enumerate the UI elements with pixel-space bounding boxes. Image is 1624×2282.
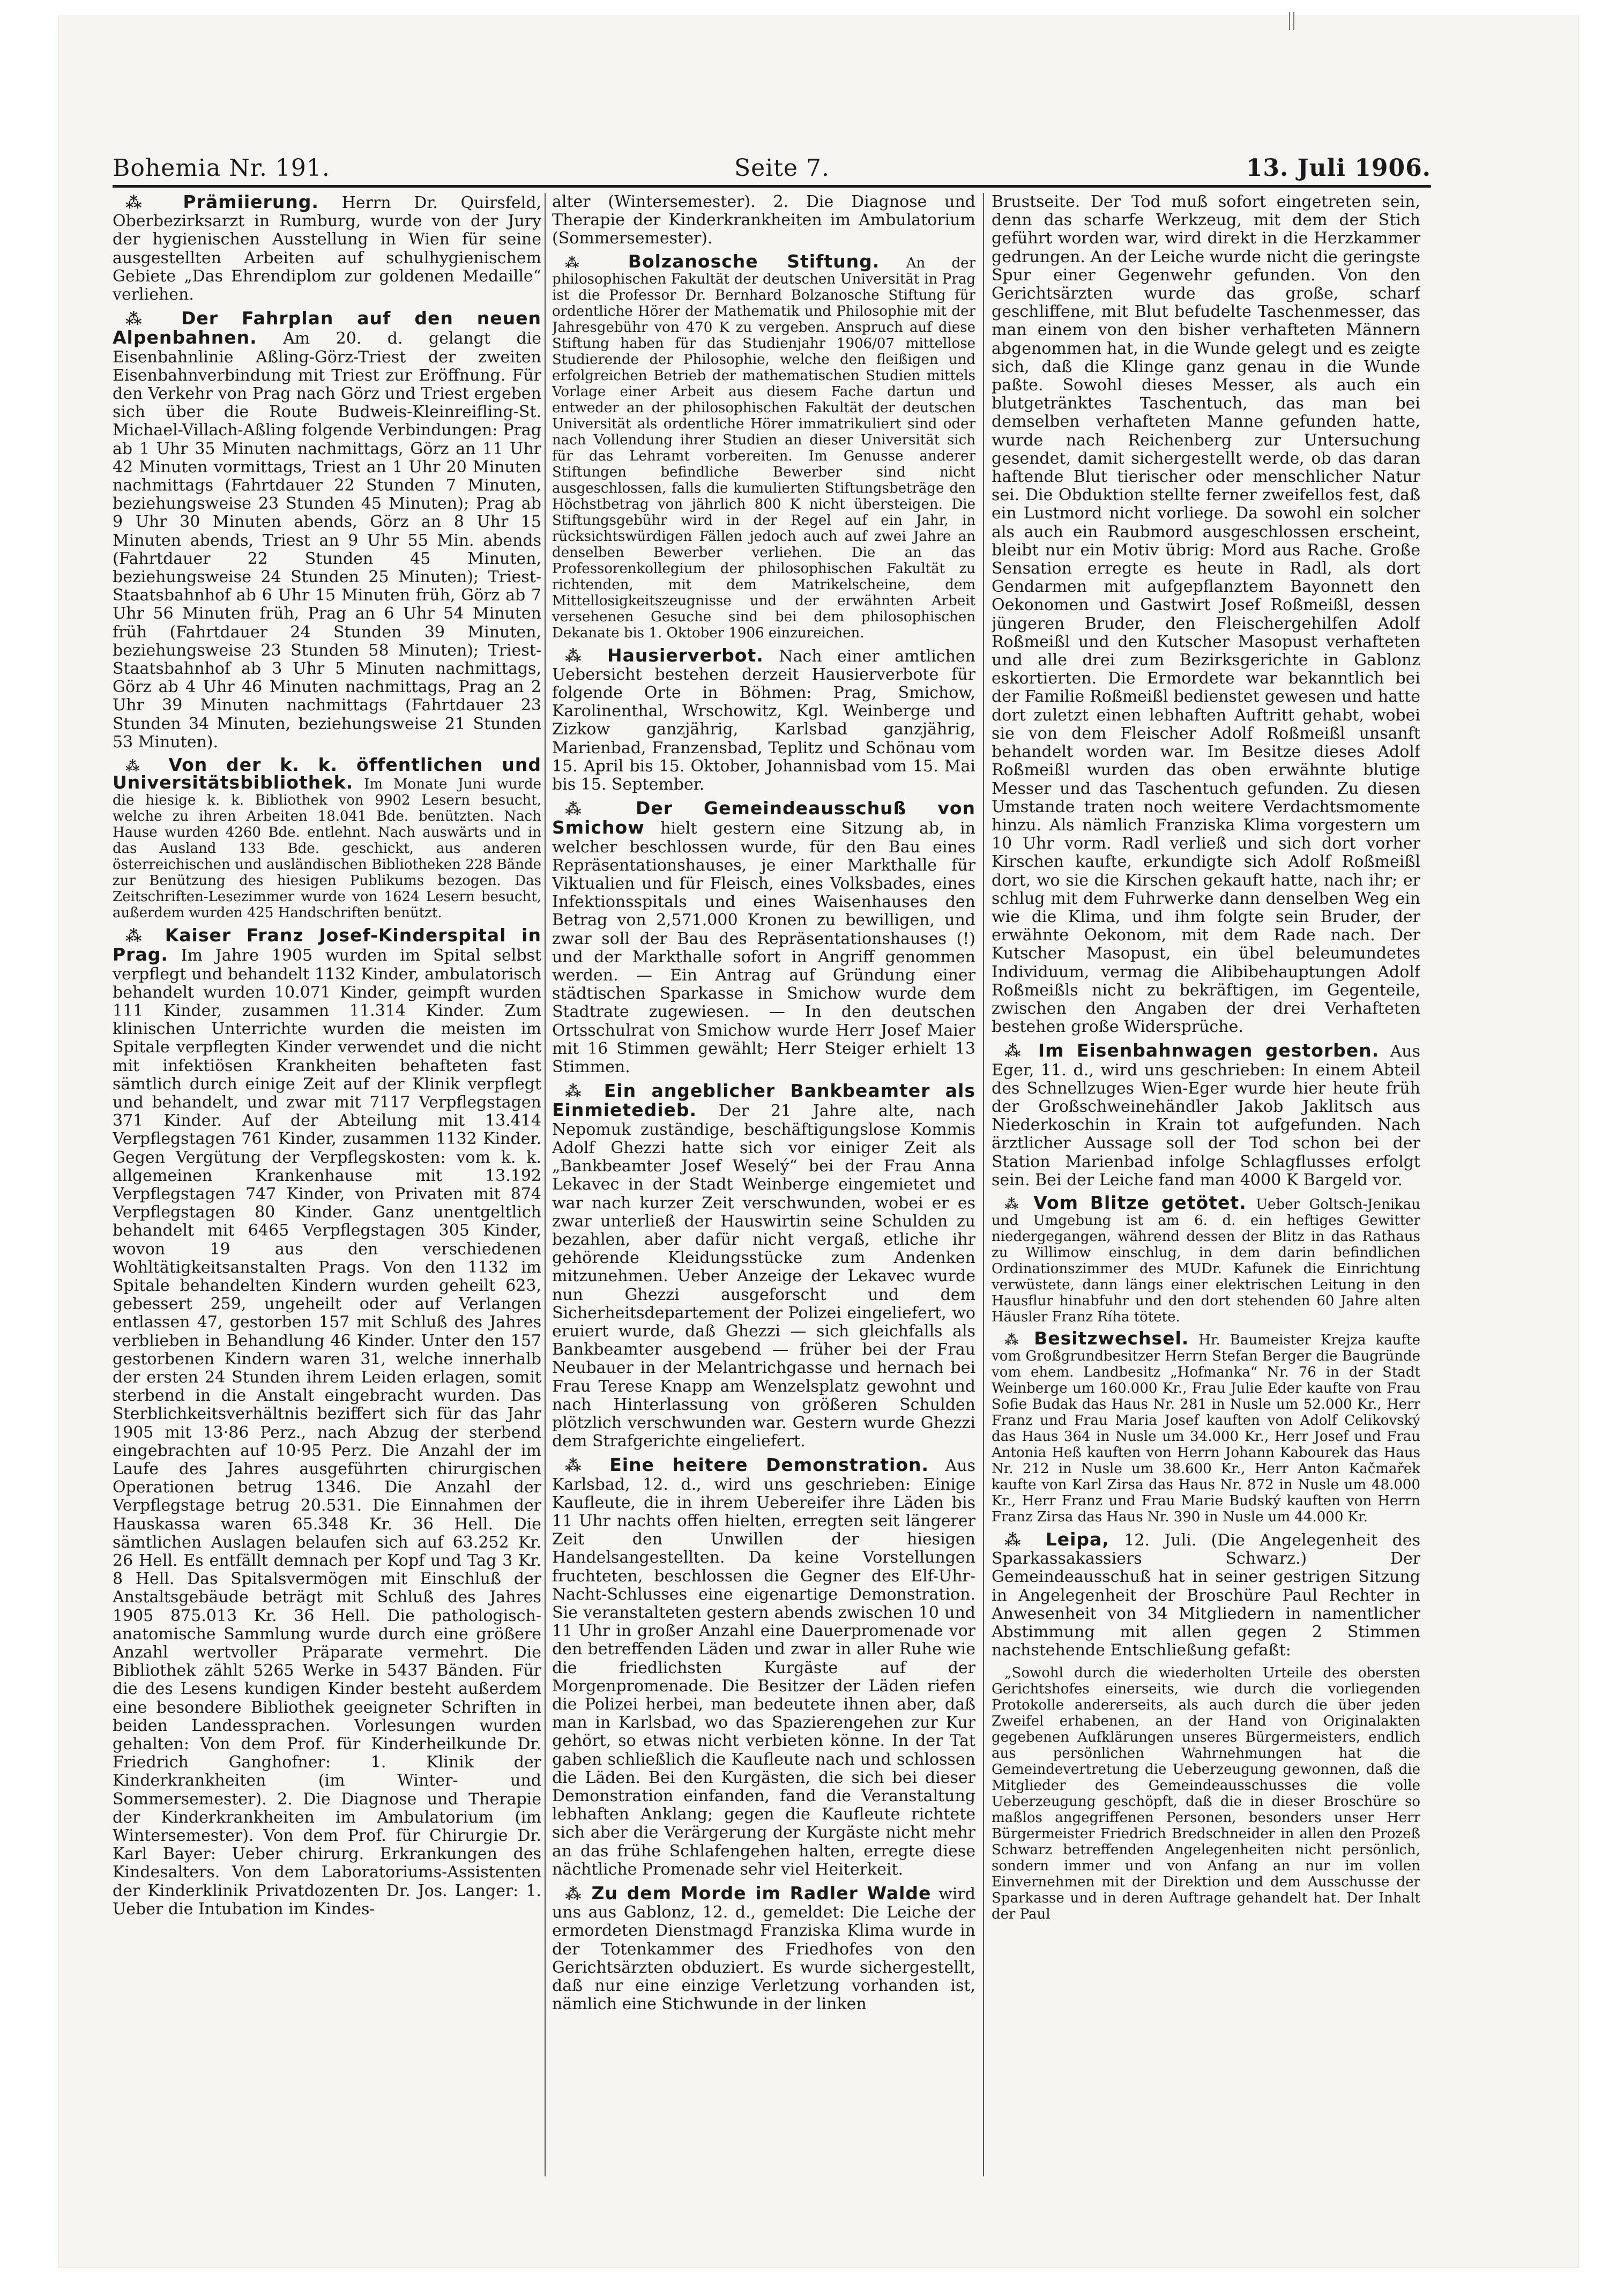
- page-number: Seite 7.: [734, 154, 830, 182]
- article: [992, 193, 1420, 1036]
- article-body: Am 20. d. gelangt die Eisenbahnlinie Aßling-Görz-Triest der zweiten Eisenbahnverbindung mit Triest zur Eröffnung. Für den Verkehr von Prag nach Görz und Triest ergeben sich über die Route Budweis-Kleinreifling-St. Michael-Villach-Aßling folgende Verbindungen: Prag ab 1 Uhr 35 Minuten nachmittags, Görz an 11 Uhr 42 Minuten vormittags, Triest an 1 Uhr 20 Minuten nachmittags (Fahrtdauer 22 Stunden 7 Minuten, beziehungsweise 23 Stunden 45 Minuten); Prag ab 9 Uhr 30 Minuten abends, Görz an 8 Uhr 15 Minuten abends, Triest an 9 Uhr 55 Min. abends (Fahrtdauer 22 Stunden 45 Minuten, beziehungsweise 24 Stunden 25 Minuten); Triest-Staatsbahnhof ab 6 Uhr 15 Minuten früh, Görz ab 7 Uhr 56 Minuten früh, Prag an 6 Uhr 54 Minuten früh (Fahrtdauer 24 Stunden 39 Minuten, beziehungsweise 23 Stunden 58 Minuten); Triest-Staatsbahnhof ab 3 Uhr 5 Minuten nachmittags, Görz ab 4 Uhr 46 Minuten nachmittags, Prag an 2 Uhr 39 Minuten nachmittags (Fahrtdauer 23 Stunden 34 Minuten, beziehungsweise 21 Stunden 53 Minuten).: [113, 329, 541, 752]
- article: [113, 754, 541, 921]
- page-header: [113, 154, 1431, 187]
- article-headline: Im Eisenbahnwagen gestorben.: [1038, 1040, 1380, 1061]
- article: [992, 1042, 1420, 1190]
- article-body: wird uns aus Gablonz, 12. d., gemeldet: Die Leiche der ermordeten Dienstmagd Franziska Klima wurde in der Totenkammer des Friedhofes von den Gerichtsärzten obduziert. Es wurde sichergestellt, daß nur eine einzige Verletzung vorhanden ist, nämlich eine Stichwunde in der linken: [552, 1885, 975, 2014]
- article-headline: Besitzwechsel.: [1034, 1327, 1189, 1349]
- asterism-icon: ⁂: [1004, 1332, 1034, 1348]
- article-body: hielt gestern eine Sitzung ab, in welcher beschlossen wurde, für den Bau eines Repräsentationshauses, je einer Markthalle für Viktualien und für Fleisch, eines Volksbades, eines Infektionsspitals und eines Waisenhauses den Betrag von 2,571.000 Kronen zu bewilligen, und zwar soll der Bau des Repräsentationshauses (!) und der Markthalle sofort in Angriff genommen werden. — Ein Antrag auf Gründung einer städtischen Sparkasse in Smichow wurde dem Stadtrate zugewiesen. — In den deutschen Ortsschulrat von Smichow wurde Herr Josef Maier mit 16 Stimmen gewählt; Herr Steiger erhielt 13 Stimmen.: [552, 819, 975, 1077]
- article: [552, 250, 975, 641]
- scan-mark: [1289, 12, 1294, 30]
- column-2: [552, 193, 975, 2176]
- article-headline: Der Gemeindeausschuß von Smichow: [552, 798, 975, 838]
- article: [113, 309, 541, 752]
- article-headline: Vom Blitze getötet.: [1033, 1192, 1247, 1213]
- article-headline: Eine heitere Demonstration.: [609, 1454, 929, 1476]
- asterism-icon: ⁂: [1004, 1530, 1046, 1550]
- column-1: [113, 193, 541, 2176]
- article-headline: Kaiser Franz Josef-Kinderspital in Prag.: [113, 925, 541, 965]
- asterism-icon: ⁂: [125, 194, 183, 212]
- article-headline: Ein angeblicher Bankbeamter als Einmietedieb.: [552, 1080, 975, 1121]
- article: [992, 1530, 1420, 1660]
- article-headline: Von der k. k. öffentlichen und Universitätsbibliothek.: [113, 754, 541, 793]
- column-3: [992, 193, 1420, 2176]
- article-body: Ueber Goltsch-Jenikau und Umgebung ist am 6. d. ein heftiges Gewitter niedergegangen, während dessen der Blitz in das Rathaus zu Willimow einschlug, in dem darin befindlichen Ordinationszimmer des MUDr. Kafunek die Einrichtung verwüstete, dann längs einer elektrischen Leitung in den Hausflur hinabfuhr und den dort stehenden 60 Jahre alten Häusler Franz Ríha tötete.: [992, 1196, 1420, 1325]
- asterism-icon: ⁂: [125, 759, 169, 775]
- article: [992, 1192, 1420, 1325]
- asterism-icon: ⁂: [565, 1885, 592, 1904]
- header-rule: [113, 185, 1431, 188]
- article-headline: Bolzanosche Stiftung.: [628, 250, 880, 272]
- issue-date: 13. Juli 1906.: [1246, 154, 1431, 182]
- article-headline: Leipa,: [1045, 1528, 1109, 1550]
- article-body: Im Jahre 1905 wurden im Spital selbst verpflegt und behandelt 1132 Kinder, ambulatorisch behandelt wurden 10.071 Kinder, geimpft wurden 111 Kinder, zusammen 11.314 Kinder. Zum klinischen Unterrichte wurden die meisten im Spitale verpflegten Kinder verwendet und die nicht mit infektiösen Krankheiten behafteten fast sämtlich durch einige Zeit auf der Klinik verpflegt und behandelt, und zwar mit 7117 Verpflegstagen 371 Kinder. Auf der Abteilung mit 13.414 Verpflegstagen 761 Kinder, zusammen 1132 Kinder. Gegen Vergütung der Verpflegskosten: vom k. k. allgemeinen Krankenhause mit 13.192 Verpflegstagen 747 Kinder, von Privaten mit 874 Verpflegstagen 80 Kinder. Ganz unentgeltlich behandelt mit 6465 Verpflegstagen 305 Kinder, wovon 19 aus den verschiedenen Wohltätigkeitsanstalten Prags. Von den 1132 im Spitale behandelten Kindern wurden geheilt 623, gebessert 259, ungeheilt oder auf Verlangen entlassen 47, gestorben 157 mit Schluß des Jahres verblieben in Behandlung 46 Kinder. Unter den 157 gestorbenen Kindern waren 31, welche innerhalb der ersten 24 Stunden ihrem Leiden erlagen, somit sterbend in die Anstalt eingebracht wurden. Das Sterblichkeitsverhältnis beziffert sich für das Jahr 1905 mit 13·86 Perz., nach Abzug der sterbend eingebrachten auf 10·95 Perz. Die Anzahl der im Laufe des Jahres ausgeführten chirurgischen Operationen betrug 1346. Die Anzahl der Verpflegstage betrug 20.531. Die Einnahmen der Hauskassa waren 65.348 Kr. 36 Hell. Die sämtlichen Auslagen belaufen sich auf 63.252 Kr. 26 Hell. Es entfällt demnach per Kopf und Tag 3 Kr. 8 Hell. Das Spitalsvermögen mit Einschluß der Anstaltsgebäude beträgt mit Schluß des Jahres 1905 875.013 Kr. 36 Hell. Die pathologisch-anatomische Sammlung wurde durch eine größere Anzahl wertvoller Präparate vermehrt. Die Bibliothek zählt 5265 Werke in 5437 Bänden. Für die des Lesens kundigen Kinder besteht außerdem eine besondere Bibliothek geeigneter Schriften in beiden Landessprachen. Vorlesungen wurden gehalten: Von dem Prof. für Kinderheilkunde Dr. Friedrich Ganghofner: 1. Klinik der Kinderkrankheiten (im Winter- und Sommersemester). 2. Die Diagnose und Therapie der Kinderkrankheiten im Ambulatorium (im Wintersemester). Von dem Prof. für Chirurgie Dr. Karl Bayer: Ueber chirurg. Erkrankungen des Kindesalters. Von dem Laboratoriums-Assistenten der Kinderklinik Privatdozenten Dr. Jos. Langer: 1. Ueber die Intubation im Kindes-: [113, 946, 541, 1919]
- article: [552, 1082, 975, 1451]
- article-body: Aus Karlsbad, 12. d., wird uns geschrieben: Einige Kaufleute, die in ihrem Uebereifer ihre Läden bis 11 Uhr nachts offen hielten, erregten seit längerer Zeit den Unwillen der hiesigen Handelsangestellten. Da keine Vorstellungen fruchteten, beschlossen die Gegner des Elf-Uhr-Nacht-Schlusses eine eigenartige Demonstration. Sie veranstalteten gestern abends zwischen 10 und 11 Uhr in großer Anzahl eine Dauerpromenade vor den betreffenden Läden und zwar in aller Ruhe wie die friedlichsten Kurgäste auf der Morgenpromenade. Die Besitzer der Läden riefen die Polizei herbei, man bedeutete ihnen aber, daß man in Karlsbad, wo das Spazierengehen zur Kur gehört, so etwas nicht verbieten könne. In der Tat gaben schließlich die Kaufleute nach und schlossen die Läden. Bei den Kurgästen, die sich bei dieser Demonstration einfanden, fand die Veranstaltung lebhaften Anklang; gegen die Kaufleute richtete sich aber die Verärgerung der Kurgäste nicht mehr an das frühe Schlafengehen halten, erregte diese nächtliche Promenade sehr viel Heiterkeit.: [552, 1456, 975, 1879]
- article: [113, 193, 541, 304]
- article-body: alter (Wintersemester). 2. Die Diagnose und Therapie der Kinderkrankheiten im Ambulatorium (Sommersemester).: [552, 193, 975, 248]
- article-body: Der 21 Jahre alte, nach Nepomuk zuständige, beschäftigungslose Kommis Adolf Ghezzi hatte sich vor einiger Zeit als „Bankbeamter Josef Weselý“ bei der Frau Anna Lekavec in der Stadt Weinberge eingemietet und war nach kurzer Zeit verschwunden, wobei er es zwar unterließ der Hauswirtin seine Schulden zu bezahlen, aber dafür nicht vergaß, etliche ihr gehörende Kleidungsstücke zum Andenken mitzunehmen. Ueber Anzeige der Lekavec wurde nun Ghezzi ausgeforscht und dem Sicherheitsdepartement der Polizei eingeliefert, wo eruiert wurde, daß Ghezzi — sich gleichfalls als Bankbeamter ausgebend — früher bei der Frau Neubauer in der Melantrichgasse und hernach bei Frau Terese Knapp am Wenzelsplatz gewohnt und nach Hinterlassung von größeren Schulden plötzlich verschwunden war. Gestern wurde Ghezzi dem Strafgerichte eingeliefert.: [552, 1102, 975, 1451]
- article-body: 12. Juli. (Die Angelegenheit des Sparkassakassiers Schwarz.) Der Gemeindeausschuß hat in seiner gestrigen Sitzung in Angelegenheit der Broschüre Paul Rechter in Anwesenheit von 34 Mitgliedern in namentlicher Abstimmung mit allen gegen 2 Stimmen nachstehende Entschließung gefaßt:: [992, 1530, 1420, 1660]
- article-body: Hr. Baumeister Krejza kaufte vom Großgrundbesitzer Herrn Stefan Berger die Baugründe vom ehem. Landbesitz „Hofmanka“ Nr. 76 in der Stadt Weinberge um 160.000 Kr., Frau Julie Eder kaufte von Frau Sofie Budak das Haus Nr. 281 in Nusle um 52.000 Kr., Herr Franz und Frau Maria Josef kauften von Adolf Celikovský das Haus 364 in Nusle um 34.000 Kr., Herr Josef und Frau Antonia Heß kauften von Herrn Johann Kabourek das Haus Nr. 212 in Nusle um 38.600 Kr., Herr Anton Kačmařek kaufte von Karl Zirsa das Haus Nr. 872 in Nusle um 48.000 Kr., Herr Franz und Frau Marie Budský kauften von Herrn Franz Zirsa das Haus Nr. 390 in Nusle um 44.000 Kr.: [992, 1332, 1420, 1525]
- article-body: Herrn Dr. Quirsfeld, Oberbezirksarzt in Rumburg, wurde von der Jury der hygienischen Ausstellung in Wien für seine ausgestellten Arbeiten auf schulhygienischem Gebiete „Das Ehrendiplom zur goldenen Medaille“ verliehen.: [113, 194, 541, 304]
- asterism-icon: ⁂: [125, 927, 165, 946]
- article-headline: Prämiierung.: [183, 193, 319, 212]
- article-body: Aus Eger, 11. d., wird uns geschrieben: In einem Abteil des Schnellzuges Wien-Eger wurde hier heute früh der Großschweinehändler Jakob Jaklitsch aus Niederkoschin in Krain tot aufgefunden. Nach ärztlicher Aussage soll der Tod schon bei der Station Marienbad infolge Schlagflusses erfolgt sein. Bei der Leiche fand man 4000 K Bargeld vor.: [992, 1042, 1420, 1190]
- article: [113, 926, 541, 1919]
- asterism-icon: ⁂: [1004, 1196, 1034, 1213]
- article: [552, 646, 975, 794]
- asterism-icon: ⁂: [565, 1082, 604, 1102]
- column-divider: [983, 193, 984, 2176]
- article: [552, 193, 975, 248]
- article-body: Nach einer amtlichen Uebersicht bestehen derzeit Hausierverbote für folgende Orte in Böhmen: Prag, Smichow, Karolinenthal, Wrschowitz, Kgl. Weinberge und Zizkow ganzjährig, Karlsbad ganzjährig, Marienbad, Franzensbad, Teplitz und Schönau vom 15. April bis 15. Oktober, Johannisbad vom 15. Mai bis 15. September.: [552, 646, 975, 794]
- asterism-icon: ⁂: [565, 1456, 610, 1476]
- asterism-icon: ⁂: [565, 255, 628, 271]
- article-headline: Der Fahrplan auf den neuen Alpenbahnen.: [113, 308, 541, 348]
- article-body: Im Monate Juni wurde die hiesige k. k. Bibliothek von 9902 Lesern besucht, welche zu ihren Arbeiten 18.041 Bde. benützten. Nach Hause wurden 4260 Bde. entlehnt. Nach auswärts und in das Ausland 133 Bde. geschickt, aus anderen österreichischen und ausländischen Bibliotheken 228 Bände zur Benützung des hiesigen Publikums bezogen. Das Zeitschriften-Lesezimmer wurde von 1624 Lesern besucht, außerdem wurden 425 Handschriften benützt.: [113, 776, 541, 921]
- masthead-issue: Bohemia Nr. 191.: [113, 154, 330, 182]
- asterism-icon: ⁂: [565, 800, 636, 819]
- article: [992, 1665, 1420, 1922]
- article: [552, 799, 975, 1076]
- article-headline: Hausierverbot.: [607, 644, 764, 666]
- article: [552, 1884, 975, 2013]
- article-body: Brustseite. Der Tod muß sofort eingetreten sein, denn das scharfe Werkzeug, mit dem der Stich geführt worden war, wird direkt in die Herzkammer gedrungen. An der Leiche wurde nicht die geringste Spur einer Gegenwehr gefunden. Von den Gerichtsärzten wurde das große, scharf geschliffene, mit Blut befudelte Taschenmesser, das man einem von den bisher verhafteten Männern abgenommen hat, in die Wunde gelegt und es zeigte sich, daß die Klinge ganz genau in die Wunde paßte. Sowohl dieses Messer, als auch ein blutgetränktes Taschentuch, das man bei demselben verhafteten Manne gefunden hatte, wurde nach Reichenberg zur Untersuchung gesendet, damit sichergestellt werde, ob das daran haftende Blut tierischer oder menschlicher Natur sei. Die Obduktion stellte ferner zweifellos fest, daß ein Lustmord nicht vorliege. Da sowohl ein solcher als auch ein Raubmord ausgeschlossen erscheint, bleibt nur ein Motiv übrig: Mord aus Rache. Große Sensation erregte es heute in Radl, als dort Gendarmen mit aufgepflanztem Bayonnett den Oekonomen und Gastwirt Josef Roßmeißl, dessen jüngeren Bruder, den Fleischergehilfen Adolf Roßmeißl und den Kutscher Masopust verhafteten und alle drei zum Bezirksgerichte in Gablonz eskortierten. Die Ermordete war bekanntlich bei der Familie Roßmeißl bedienstet gewesen und hatte dort zuletzt einen lebhaften Auftritt gehabt, wobei sie von dem Fleischer Adolf Roßmeißl unsanft behandelt worden war. Im Besitze dieses Adolf Roßmeißl wurden das oben erwähnte blutige Messer und das Taschentuch gefunden. Zu diesen Umstande traten noch weitere Verdachtsmomente hinzu. Als nämlich Franziska Klima vorgestern um 10 Uhr vorm. Radl verließ und sich dort vorher Kirschen kaufte, erkundigte sich Adolf Roßmeißl dort, wo sie die Kirschen gekauft hatte, nach ihr; er schlug mit dem Fuhrwerke dann denselben Weg ein wie die Klima, und ihm folgte sein Bruder, der erwähnte Oekonom, mit dem Rade nach. Der Kutscher Masopust, ein übel beleumundetes Individuum, vermag die Alibibehauptungen Adolf Roßmeißls nicht zu bekräftigen, im Gegenteile, zwischen den Angaben der drei Verhafteten bestehen große Widersprüche.: [992, 193, 1420, 1037]
- asterism-icon: ⁂: [565, 646, 608, 666]
- article: [992, 1327, 1420, 1525]
- article: [552, 1456, 975, 1879]
- article-headline: Zu dem Morde im Radler Walde: [591, 1883, 932, 1904]
- article-body: „Sowohl durch die wiederholten Urteile des obersten Gerichtshofes einerseits, wie durch die vorliegenden Protokolle andererseits, als auch durch die über jeden Zweifel erhabenen, an der Hand von Originalakten gegebenen Aufklärungen unseres Bürgermeisters, endlich aus persönlichen Wahrnehmungen hat die Gemeindevertretung die Ueberzeugung gewonnen, daß die Mitglieder des Gemeindeausschusses die volle Ueberzeugung geschöpft, daß die in dieser Broschüre so maßlos angegriffenen Personen, besonders unser Herr Bürgermeister Friedrich Bredschneider in allen den Prozeß Schwarz betreffenden Angelegenheiten nicht persönlich, sondern immer und von Anfang an nur im vollen Einvernehmen mit der Direktion und dem Ausschusse der Sparkasse und in deren Auftrage gehandelt hat. Der Inhalt der Paul: [992, 1665, 1420, 1923]
- asterism-icon: ⁂: [1004, 1042, 1038, 1061]
- article-body: An der philosophischen Fakultät der deutschen Universität in Prag ist die Professor Dr. Bernhard Bolzanosche Stiftung für ordentliche Hörer der Mathematik und Philosophie mit der Jahresgebühr von 470 K zu vergeben. Anspruch auf diese Stiftung haben für das Studienjahr 1906/07 mittellose Studierende der Philosophie, welche den fleißigen und erfolgreichen Betrieb der mathematischen Studien mittels Vorlage einer Arbeit aus diesem Fache dartun und entweder an der philosophischen Fakultät der deutschen Universität als ordentliche Hörer immatrikuliert sind oder nach Vollendung ihrer Studien an dieser Universität sich für das Lehramt vorbereiten. Im Genusse anderer Stiftungen befindliche Bewerber sind nicht ausgeschlossen, falls die kumulierten Stiftungsbeträge den Höchstbetrag von jährlich 800 K nicht übersteigen. Die Stiftungsgebühr wird in der Regel auf ein Jahr, in rücksichtswürdigen Fällen jedoch auch auf zwei Jahre an denselben Bewerber verliehen. Die an das Professorenkollegium der philosophischen Fakultät zu richtenden, mit dem Matrikelscheine, dem Mittellosigkeitszeugnisse und der erwähnten Arbeit versehenen Gesuche sind bei dem philosophischen Dekanate bis 1. Oktober 1906 einzureichen.: [552, 255, 975, 641]
- asterism-icon: ⁂: [125, 310, 182, 329]
- column-divider: [545, 193, 546, 2176]
